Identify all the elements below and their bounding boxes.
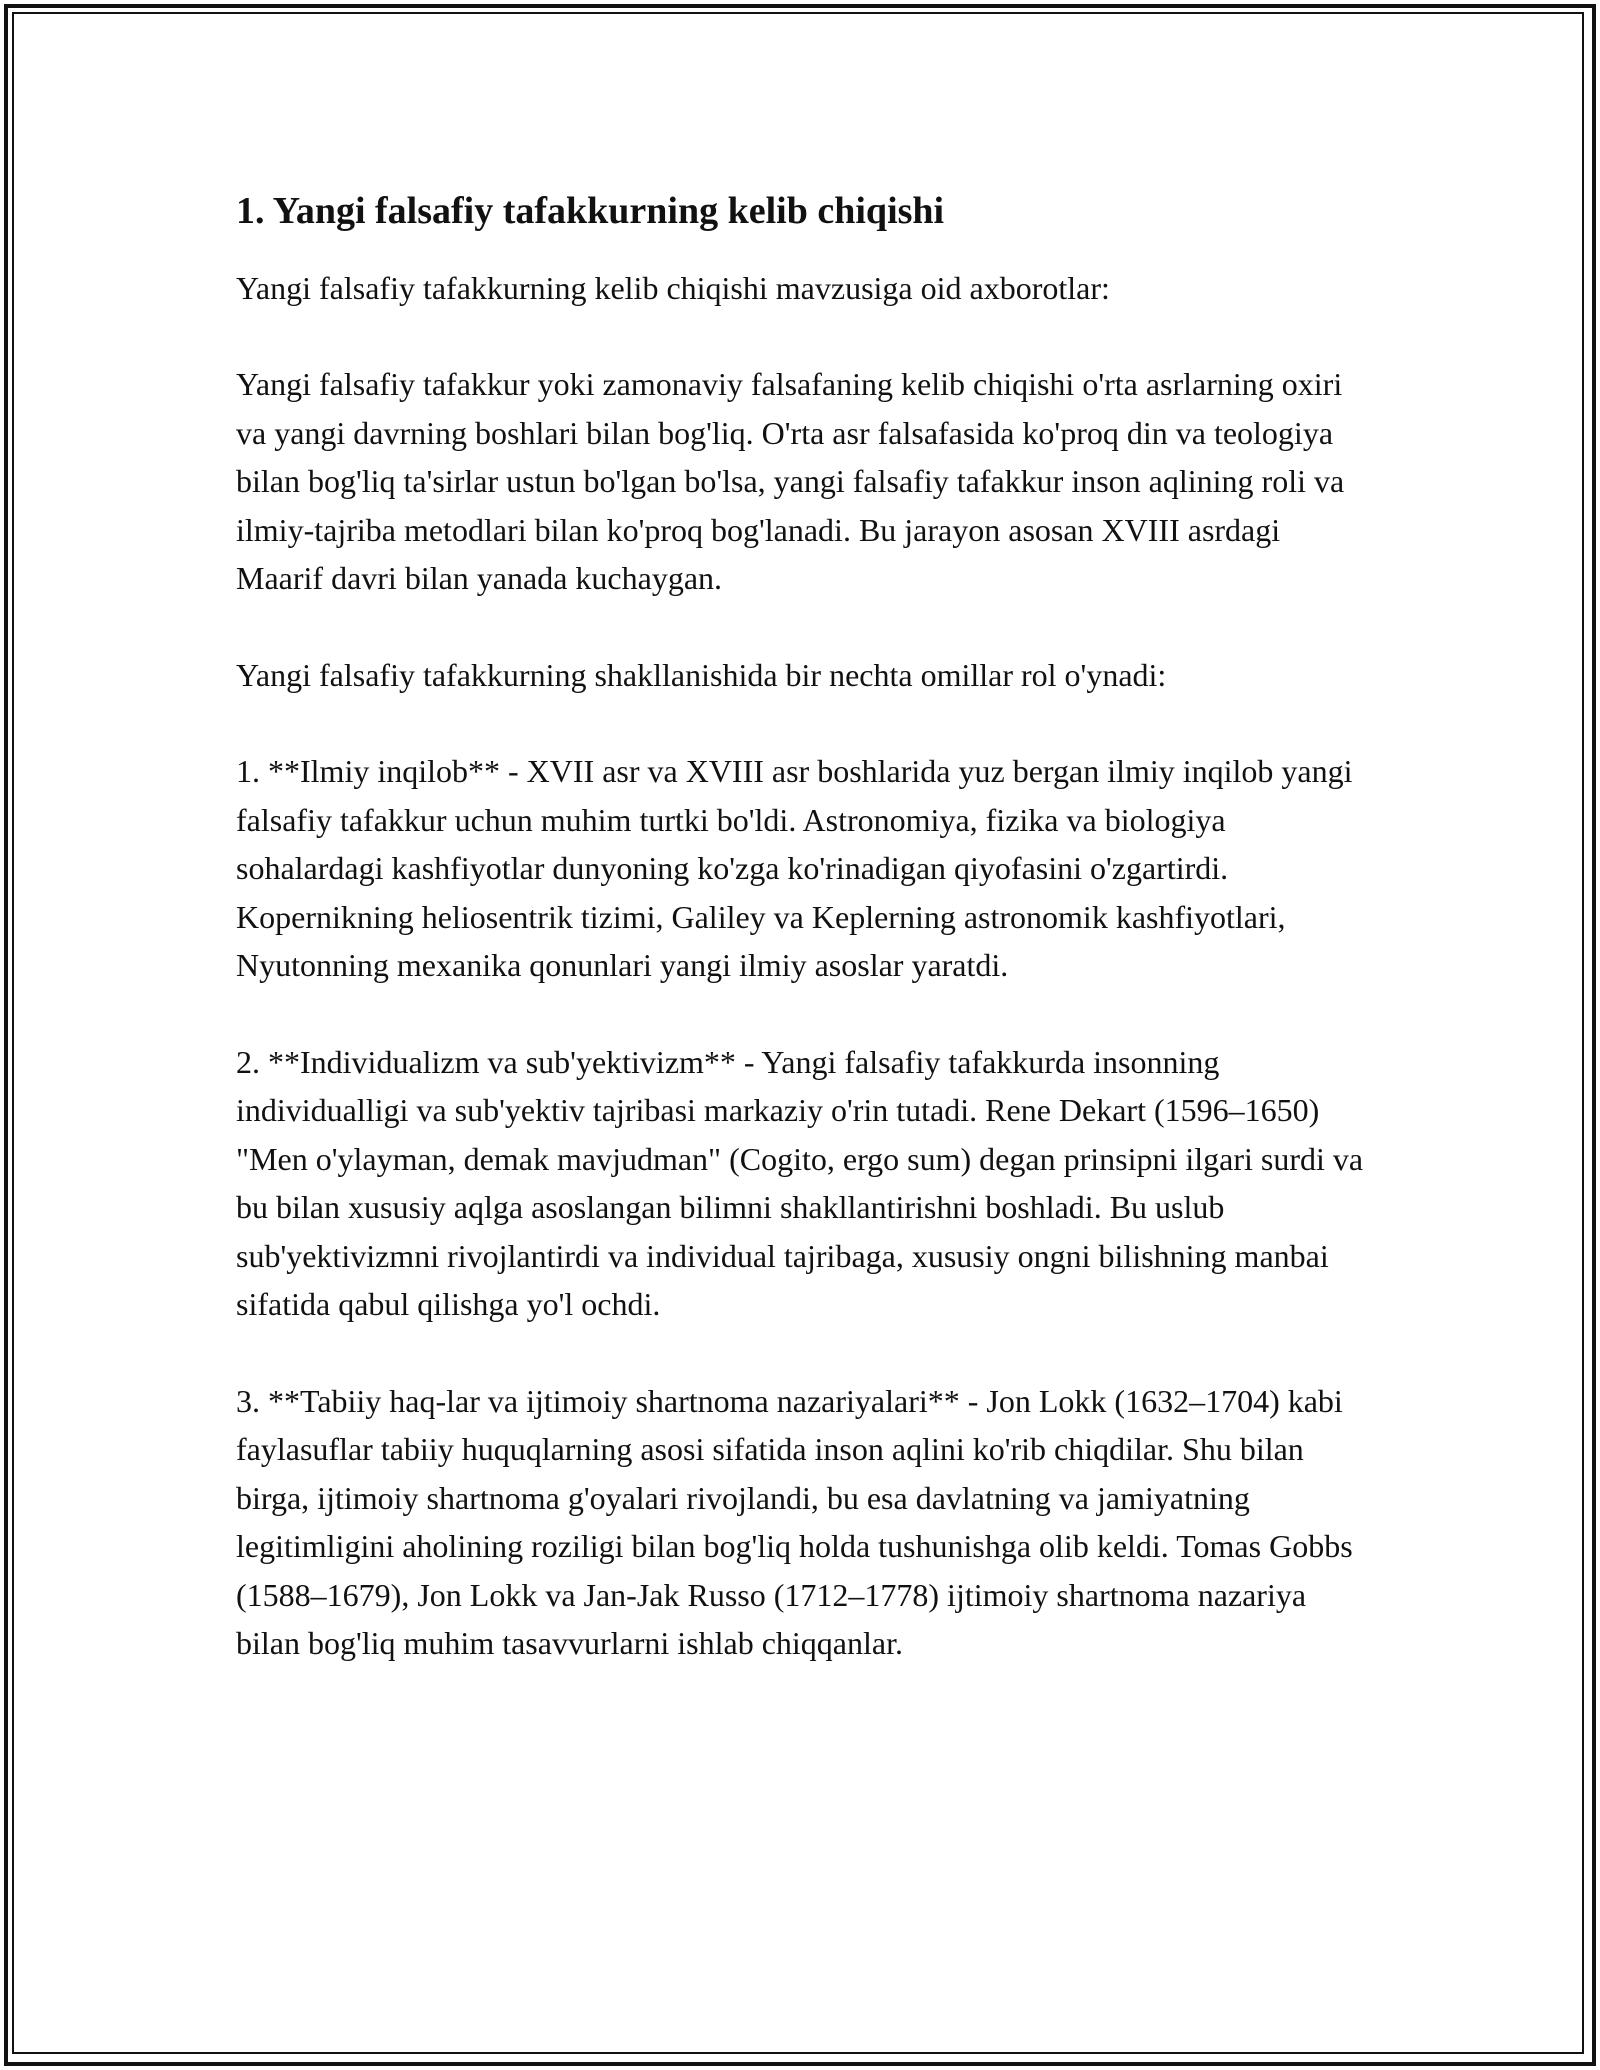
intro-paragraph: Yangi falsafiy tafakkurning kelib chiqishi mavzusiga oid axborotlar: bbox=[236, 269, 1110, 306]
list-item-social-contract: 3. **Tabiiy haq-lar va ijtimoiy shartnoma nazariyalari** - Jon Lokk (1632–1704) kabi faylasuflar tabiiy huquqlarning asosi sifatida inson aqlini ko'rib chiqdilar. Shu bilan birga, ijtimoiy shartnoma g'oyalari rivojlandi, bu esa davlatning va jamiyatning legitimligini aholining roziligi bilan bog'liq holda tushunishga olib keldi. Tomas Gobbs (1588–1679), Jon Lokk va Jan-Jak Russo (1712–1778) ijtimoiy shartnoma nazariya bilan bog'liq muhim tasavvurlarni ishlab chiqqanlar. bbox=[236, 1382, 1353, 1661]
paragraph-origin: Yangi falsafiy tafakkur yoki zamonaviy falsafaning kelib chiqishi o'rta asrlarning oxiri va yangi davrning boshlari bilan bog'liq. O'rta asr falsafasida ko'proq din va teologiya bilan bog'liq ta'sirlar ustun bo'lgan bo'lsa, yangi falsafiy tafakkur inson aqlining roli va ilmiy-tajriba metodlari bilan ko'proq bog'lanadi. Bu jarayon asosan XVIII asrdagi Maarif davri bilan yanada kuchaygan. bbox=[236, 366, 1345, 596]
list-item-scientific-revolution: 1. **Ilmiy inqilob** - XVII asr va XVIII asr boshlarida yuz bergan ilmiy inqilob yangi falsafiy tafakkur uchun muhim turtki bo'ldi. Astronomiya, fizika va biologiya sohalardagi kashfiyotlar dunyoning ko'zga ko'rinadigan qiyofasini o'zgartirdi. Kopernikning heliosentrik tizimi, Galiley va Keplerning astronomik kashfiyotlari, Nyutonning mexanika qonunlari yangi ilmiy asoslar yaratdi. bbox=[236, 753, 1353, 983]
document-page bbox=[236, 188, 1366, 1716]
paragraph-factors: Yangi falsafiy tafakkurning shakllanishida bir nechta omillar rol o'ynadi: bbox=[236, 656, 1167, 693]
document-title: 1. Yangi falsafiy tafakkurning kelib chiqishi bbox=[236, 190, 945, 232]
list-item-individualism: 2. **Individualizm va sub'yektivizm** - Yangi falsafiy tafakkurda insonning individualligi va sub'yektiv tajribasi markaziy o'rin tutadi. Rene Dekart (1596–1650) "Men o'ylayman, demak mavjudman" (Cogito, ergo sum) degan prinsipni ilgari surdi va bu bilan xususiy aqlga asoslangan bilimni shakllantirishni boshladi. Bu uslub sub'yektivizmni rivojlantirdi va individual tajribaga, xususiy ongni bilishning manbai sifatida qabul qilishga yo'l ochdi. bbox=[236, 1043, 1364, 1322]
